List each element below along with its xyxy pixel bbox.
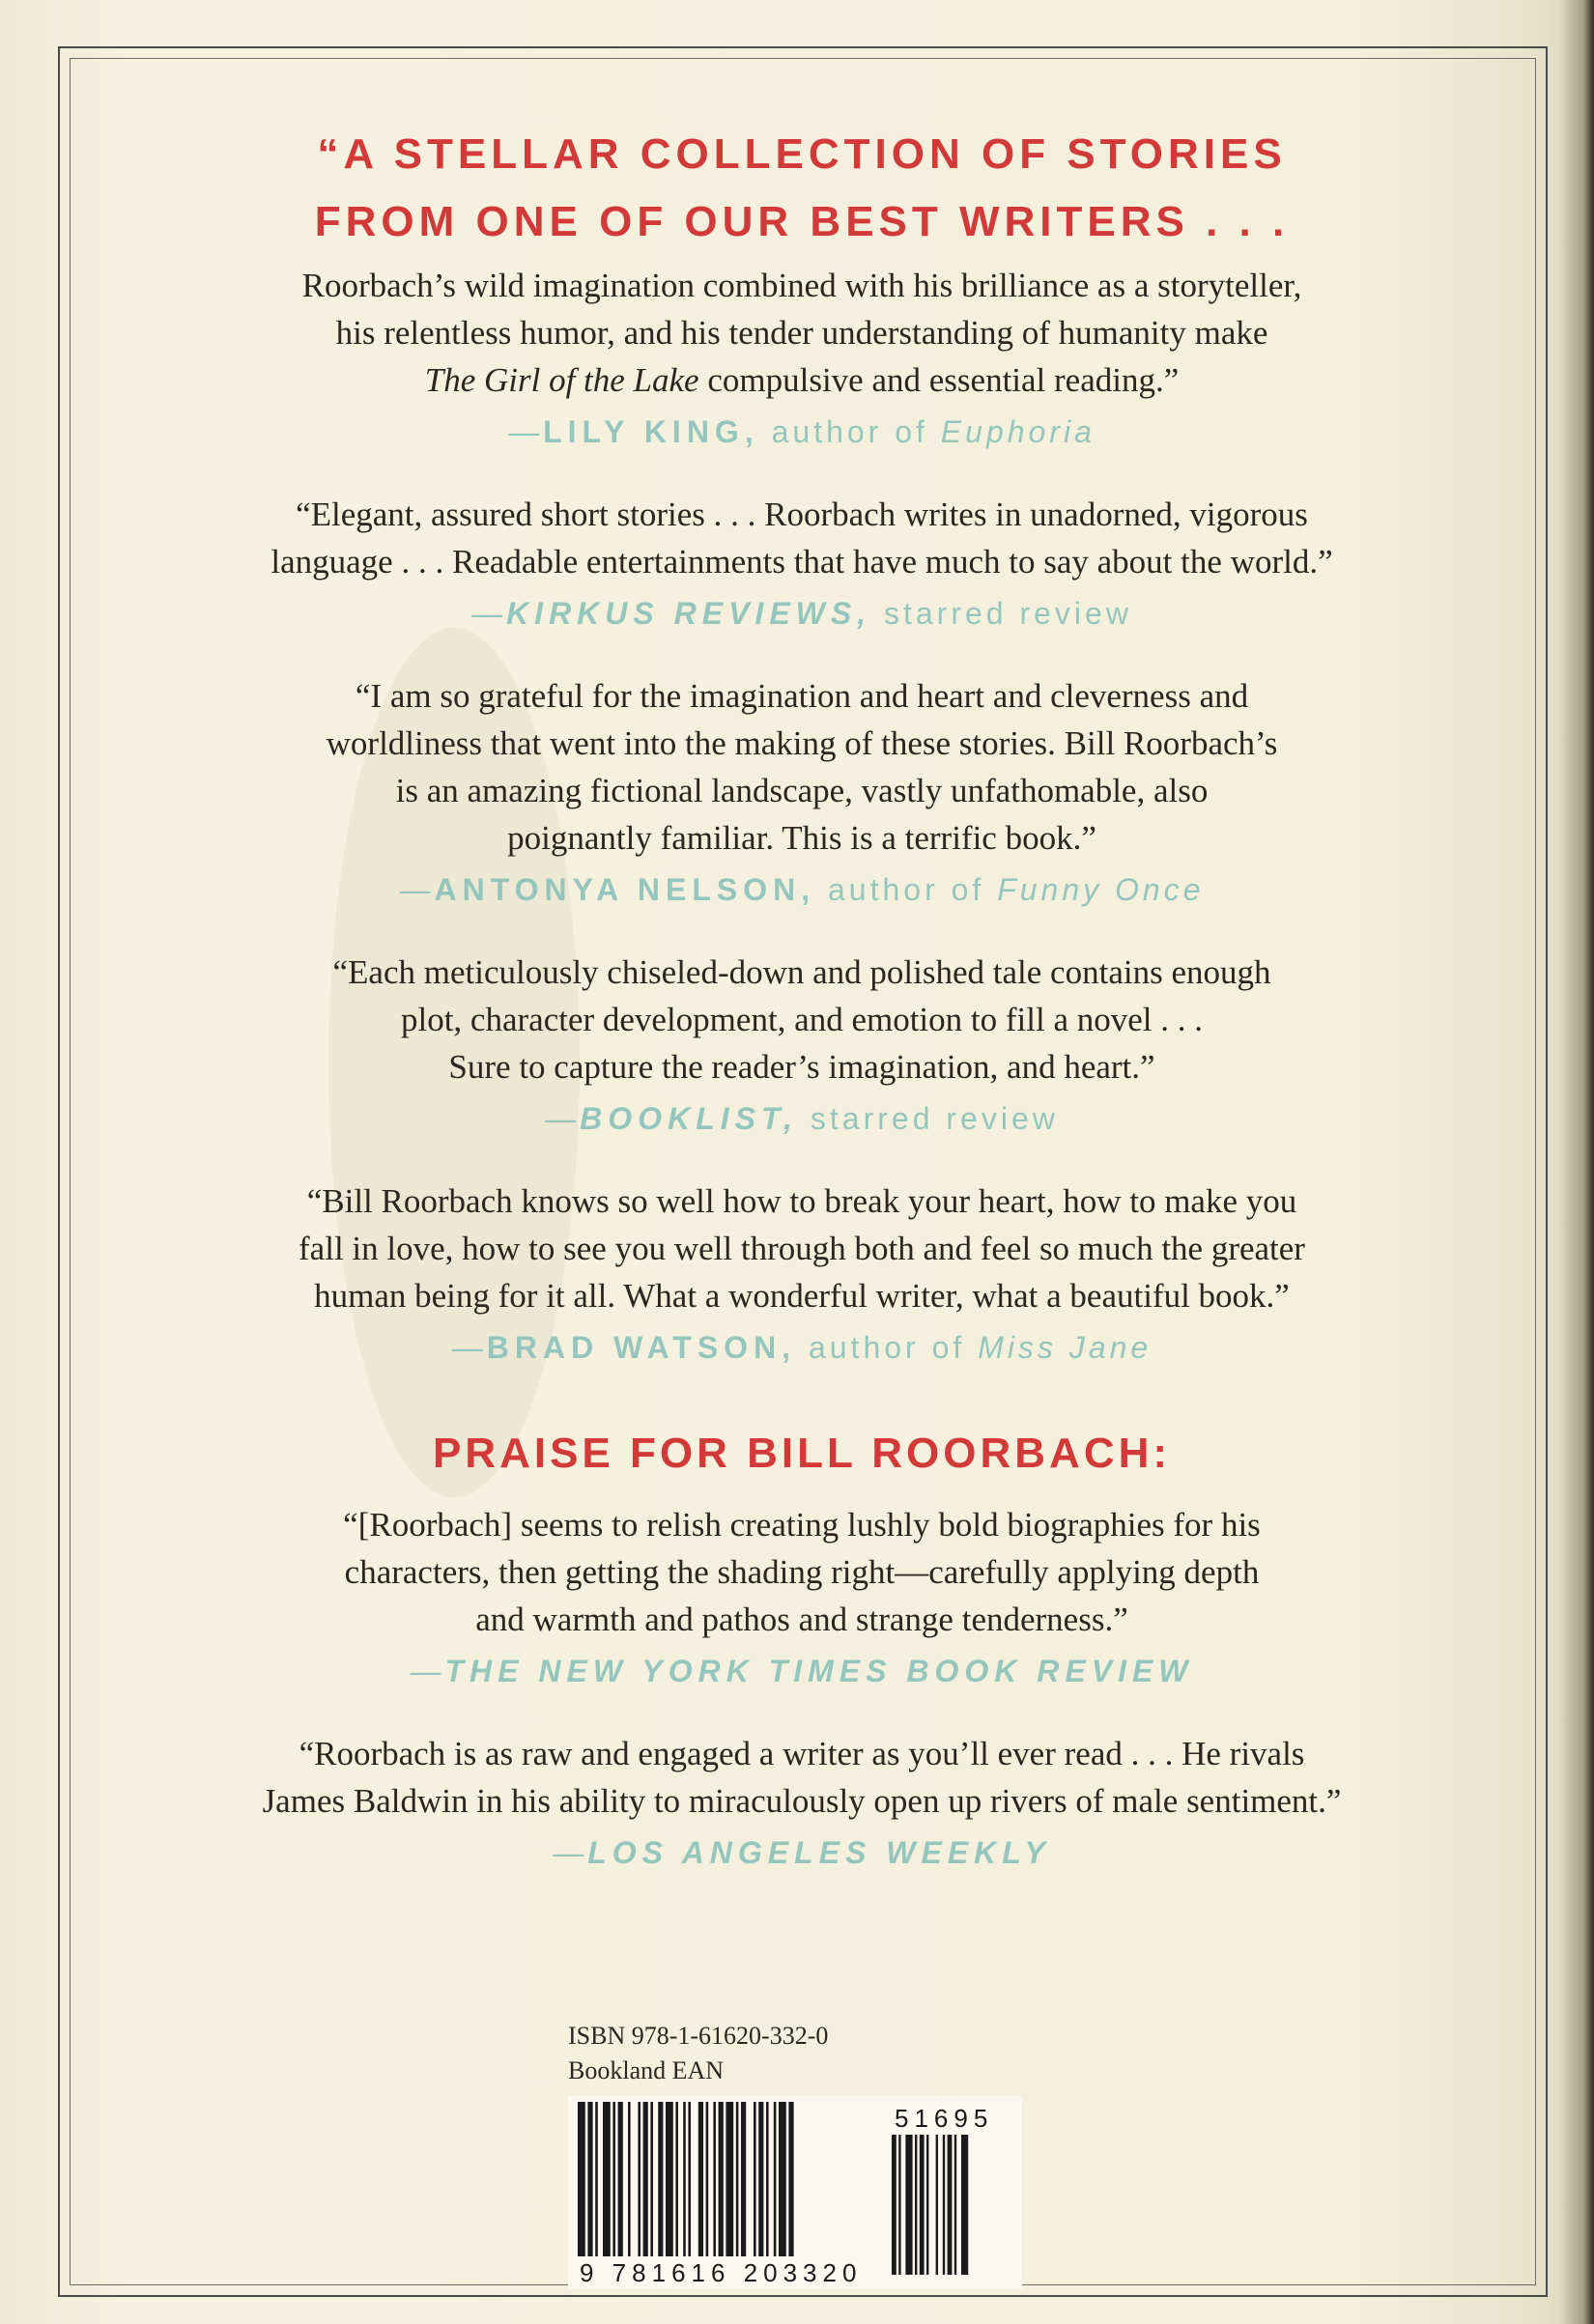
- barcode-addon-bar: [936, 2135, 938, 2275]
- barcode-bar: [774, 2102, 777, 2256]
- barcode-bar: [683, 2102, 686, 2256]
- barcode-addon-bar: [898, 2135, 900, 2275]
- attribution-book: Funny Once: [997, 872, 1205, 907]
- barcode-bar: [666, 2102, 673, 2256]
- barcode-bar: [643, 2102, 648, 2256]
- attribution-book: Euphoria: [940, 414, 1096, 449]
- barcode-addon-bar: [915, 2135, 917, 2275]
- attribution-dash: —: [451, 1330, 487, 1365]
- attribution-suffix: starred review: [883, 596, 1132, 631]
- attribution-dash: —: [399, 872, 435, 907]
- headline-line-1: “A STELLAR COLLECTION OF STORIES: [317, 130, 1287, 178]
- book-title: The Girl of the Lake: [424, 361, 699, 399]
- barcode: [568, 2096, 1022, 2289]
- quote-line: “I am so grateful for the imagination and heart and cleverness and: [355, 677, 1249, 715]
- attribution: [116, 589, 1488, 638]
- isbn-number: ISBN 978-1-61620-332-0: [568, 2022, 829, 2050]
- barcode-bar: [675, 2102, 678, 2256]
- attribution: [116, 408, 1488, 456]
- barcode-bar: [736, 2102, 739, 2256]
- quote-line: worldliness that went into the making of these stories. Bill Roorbach’s: [326, 724, 1278, 762]
- barcode-addon-bar: [926, 2135, 928, 2275]
- attribution: [116, 1647, 1488, 1695]
- quote-line-rest: compulsive and essential reading.”: [707, 361, 1180, 399]
- barcode-digits: 9 781616 203320: [580, 2258, 863, 2287]
- quote-line: Sure to capture the reader’s imagination, and heart.”: [448, 1048, 1155, 1086]
- attribution-dash: —: [553, 1835, 588, 1870]
- barcode-bar: [578, 2102, 585, 2256]
- barcode-bar: [788, 2102, 793, 2256]
- barcode-addon-bar: [954, 2135, 956, 2275]
- attribution-suffix: author of: [808, 1330, 966, 1365]
- quote-line: language . . . Readable entertainments that have much to say about the world.”: [270, 543, 1333, 581]
- quote-line: Roorbach’s wild imagination combined with his brilliance as a storyteller,: [301, 267, 1302, 304]
- isbn-block: [541, 2019, 1024, 2309]
- attribution-name: LILY KING,: [543, 414, 759, 449]
- barcode-bar: [638, 2102, 640, 2256]
- attribution-name: LOS ANGELES WEEKLY: [587, 1835, 1051, 1870]
- attribution-name: ANTONYA NELSON,: [434, 872, 816, 907]
- barcode-bar: [754, 2102, 756, 2256]
- blurb-quote-kirkus: [116, 491, 1488, 638]
- attribution-suffix: author of: [771, 414, 928, 449]
- blurb-quote-booklist: [116, 949, 1488, 1143]
- attribution-dash: —: [471, 596, 507, 631]
- barcode-bar: [726, 2102, 733, 2256]
- attribution-name: THE NEW YORK TIMES BOOK REVIEW: [444, 1654, 1194, 1688]
- quote-line: “[Roorbach] seems to relish creating lushly bold biographies for his: [343, 1506, 1261, 1544]
- barcode-addon-bar: [920, 2135, 925, 2275]
- barcode-addon-bar: [905, 2135, 912, 2275]
- blurb-quote-brad-watson: [116, 1177, 1488, 1372]
- barcode-bar: [603, 2102, 611, 2256]
- quote-line: [116, 356, 1488, 404]
- spine-edge: [1559, 0, 1594, 2324]
- barcode-bar: [779, 2102, 786, 2256]
- barcode-bar: [658, 2102, 663, 2256]
- barcode-bar: [688, 2102, 691, 2256]
- attribution-name: BOOKLIST,: [580, 1101, 798, 1136]
- barcode-bar: [698, 2102, 703, 2256]
- blurb-column: [116, 121, 1488, 1877]
- quote-line: human being for it all. What a wonderful writer, what a beautiful book.”: [314, 1277, 1290, 1315]
- barcode-bar: [618, 2102, 623, 2256]
- quote-line: and warmth and pathos and strange tenderness.”: [475, 1601, 1128, 1638]
- price-code: 51695: [895, 2104, 994, 2133]
- barcode-bar: [628, 2102, 631, 2256]
- quote-line: characters, then getting the shading right—carefully applying depth: [344, 1553, 1260, 1591]
- barcode-bar: [719, 2102, 724, 2256]
- barcode-addon-bar: [943, 2135, 945, 2275]
- attribution-name: KIRKUS REVIEWS,: [506, 596, 872, 631]
- attribution-dash: —: [508, 414, 544, 449]
- attribution-name: BRAD WATSON,: [486, 1330, 797, 1365]
- quote-line: poignantly familiar. This is a terrific book.”: [507, 819, 1096, 857]
- isbn-text: [568, 2019, 828, 2088]
- attribution: [116, 865, 1488, 914]
- praise-quote-nyt: [116, 1501, 1488, 1695]
- quote-line: James Baldwin in his ability to miraculously open up rivers of male sentiment.”: [262, 1782, 1342, 1820]
- barcode-bar: [766, 2102, 769, 2256]
- attribution: [116, 1094, 1488, 1143]
- barcode-graphic: [568, 2096, 1022, 2289]
- attribution-dash: —: [410, 1654, 445, 1688]
- quote-line: “Bill Roorbach knows so well how to break your heart, how to make you: [306, 1182, 1297, 1220]
- barcode-bar: [741, 2102, 746, 2256]
- barcode-addon-bar: [892, 2135, 897, 2275]
- attribution-book: Miss Jane: [978, 1330, 1153, 1365]
- quote-line: “Each meticulously chiseled-down and polished tale contains enough: [332, 953, 1271, 991]
- quote-line: “Elegant, assured short stories . . . Roorbach writes in unadorned, vigorous: [296, 496, 1308, 533]
- attribution-suffix: author of: [828, 872, 985, 907]
- attribution: [116, 1323, 1488, 1372]
- barcode-addon-bar: [961, 2135, 968, 2275]
- barcode-bar: [587, 2102, 592, 2256]
- headline-line-2: FROM ONE OF OUR BEST WRITERS . . .: [314, 198, 1290, 245]
- quote-line: fall in love, how to see you well through both and feel so much the greater: [299, 1230, 1305, 1267]
- isbn-type: Bookland EAN: [568, 2056, 725, 2084]
- attribution-suffix: starred review: [810, 1101, 1059, 1136]
- praise-quote-la-weekly: [116, 1730, 1488, 1877]
- attribution-dash: —: [545, 1101, 581, 1136]
- barcode-bar: [595, 2102, 598, 2256]
- blurb-quote-antonya-nelson: [116, 672, 1488, 914]
- quote-line: “Roorbach is as raw and engaged a writer as you’ll ever read . . . He rivals: [299, 1735, 1305, 1772]
- quote-line: plot, character development, and emotion to fill a novel . . .: [400, 1001, 1204, 1038]
- quote-line: his relentless humor, and his tender understanding of humanity make: [335, 314, 1268, 352]
- barcode-addon-bar: [948, 2135, 953, 2275]
- quote-line: is an amazing fictional landscape, vastly unfathomable, also: [395, 772, 1209, 809]
- barcode-bar: [612, 2102, 615, 2256]
- barcode-bar: [706, 2102, 709, 2256]
- attribution: [116, 1828, 1488, 1877]
- barcode-bar: [713, 2102, 716, 2256]
- praise-heading: PRAISE FOR BILL ROORBACH:: [432, 1430, 1172, 1477]
- blurb-quote-lily-king: [116, 262, 1488, 456]
- barcode-bar: [758, 2102, 763, 2256]
- barcode-bar: [650, 2102, 653, 2256]
